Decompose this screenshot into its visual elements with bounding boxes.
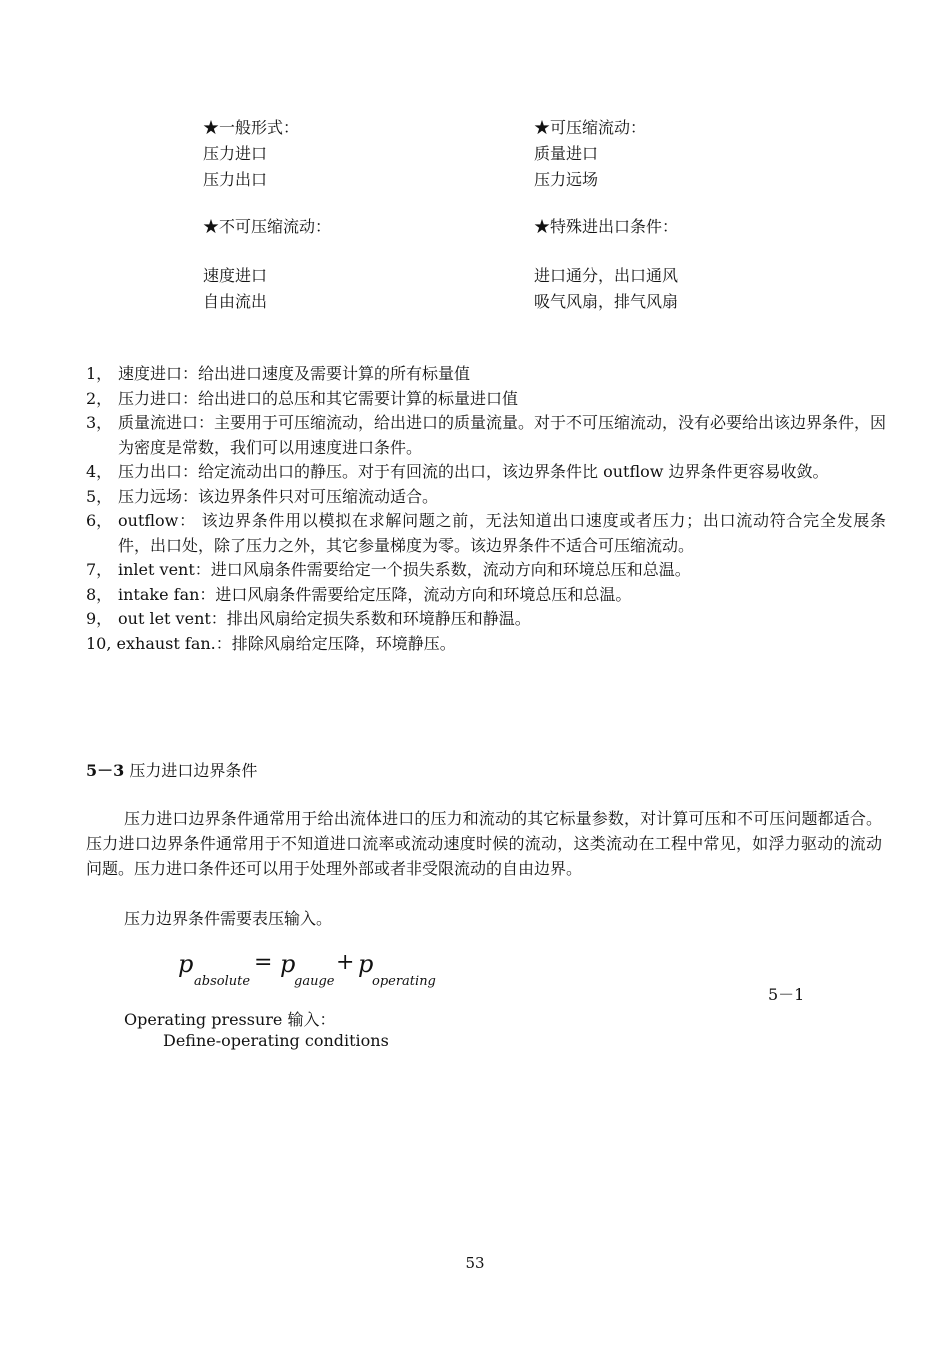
list-item (86, 583, 886, 608)
list-item-number: 7， (86, 560, 113, 579)
formula-subscript-absolute: absolute (194, 974, 251, 989)
list-item-text: 质量流进口：主要用于可压缩流动，给出进口的质量流量。对于不可压缩流动，没有必要给出该边界条件，因为密度是常数，我们可以用速度进口条件。 (118, 413, 887, 457)
special-condition-item: 进口通分，出口通风 (534, 266, 679, 285)
formula-plus: + (336, 950, 355, 975)
list-item-number: 8， (86, 584, 113, 604)
formula-equals: = (254, 950, 273, 975)
operating-pressure-line: Operating pressure 输入： (124, 1010, 336, 1029)
body-paragraph: 压力进口边界条件通常用于给出流体进口的压力和流动的其它标量参数，对计算可压和不可压问题都适合。压力进口边界条件通常用于不知道进口流率或流动速度时候的流动，这类流动在工程中常见，如浮力驱动的流动问题。压力进口条件还可以用于处理外部或者非受限流动的自由边界。 (86, 809, 882, 878)
equation-number: 5－1 (768, 985, 805, 1004)
compressible-flow-title: ★可压缩流动： (534, 118, 647, 137)
page-number: 53 (465, 1254, 485, 1272)
special-condition-item: 吸气风扇，排气风扇 (534, 292, 679, 311)
list-item-text: 压力出口：给定流动出口的静压。对于有回流的出口，该边界条件比 outflow 边界条件更容易收敛。 (118, 462, 829, 481)
formula-subscript-gauge: gauge (294, 974, 335, 989)
formula-subscript-operating: operating (372, 974, 436, 989)
list-item (86, 558, 886, 583)
list-item-text: 速度进口：给出进口速度及需要计算的所有标量值 (118, 364, 471, 383)
list-item (86, 485, 886, 510)
incompressible-flow-title: ★不可压缩流动： (203, 217, 332, 236)
body-paragraph: 压力边界条件需要表压输入。 (124, 909, 333, 928)
list-item (86, 632, 886, 657)
list-item (86, 509, 886, 558)
general-form-title: ★一般形式： (203, 118, 300, 137)
list-item (86, 460, 886, 485)
incompressible-flow-item: 自由流出 (203, 292, 268, 311)
incompressible-flow-item: 速度进口 (203, 266, 268, 285)
list-item-text: out let vent：排出风扇给定损失系数和环境静压和静温。 (118, 609, 531, 628)
list-item-text: intake fan：进口风扇条件需要给定压降，流动方向和环境总压和总温。 (118, 584, 632, 604)
boundary-description-list (86, 362, 886, 656)
list-item-text: inlet vent：进口风扇条件需要给定一个损失系数，流动方向和环境总压和总温。 (118, 560, 691, 579)
formula-variable: p (358, 950, 374, 978)
list-item-number: 10, (86, 633, 117, 653)
general-form-item: 压力出口 (203, 170, 268, 189)
list-item-number: 9， (86, 609, 113, 628)
special-condition-title: ★特殊进出口条件： (534, 217, 679, 236)
list-item-number: 2， (86, 388, 113, 408)
list-item (86, 411, 886, 460)
formula-variable: p (178, 950, 194, 978)
list-item-number: 1， (86, 364, 113, 383)
list-item-text: 压力进口：给出进口的总压和其它需要计算的标量进口值 (118, 388, 519, 408)
list-item-number: 6， (86, 511, 113, 530)
list-item (86, 362, 886, 387)
list-item-text: outflow： 该边界条件用以模拟在求解问题之前，无法知道出口速度或者压力；出口流动符合完全发展条件，出口处，除了压力之外，其它参量梯度为零。该边界条件不适合可压缩流动。 (118, 511, 886, 555)
general-form-item: 压力进口 (203, 144, 268, 163)
section-title: 压力进口边界条件 (129, 761, 258, 780)
list-item-number: 4， (86, 462, 113, 481)
section-heading (86, 760, 257, 782)
compressible-flow-item: 压力远场 (534, 170, 599, 189)
list-item-number: 5， (86, 486, 113, 506)
list-item-text: exhaust fan.：排除风扇给定压降，环境静压。 (116, 633, 456, 653)
compressible-flow-item: 质量进口 (534, 144, 599, 163)
list-item (86, 387, 886, 412)
list-item (86, 607, 886, 632)
list-item-number: 3， (86, 413, 113, 432)
formula-variable: p (280, 950, 296, 978)
section-number: 5－3 (86, 761, 125, 780)
list-item-text: 压力远场：该边界条件只对可压缩流动适合。 (118, 486, 439, 506)
define-menu-path: Define-operating conditions (163, 1031, 389, 1050)
